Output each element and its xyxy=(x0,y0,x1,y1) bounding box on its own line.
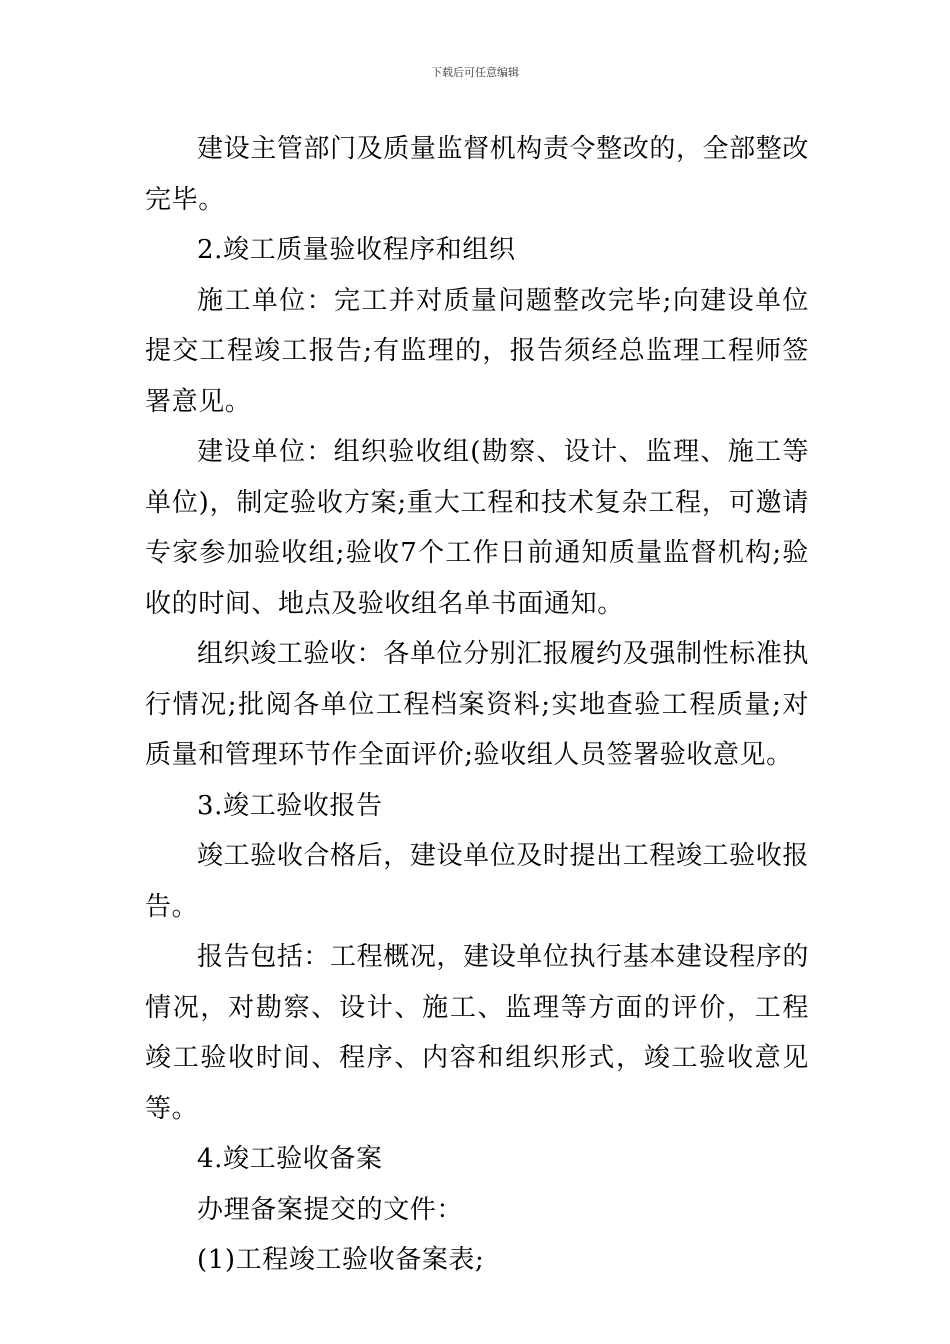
paragraph: 组织竣工验收：各单位分别汇报履约及强制性标准执行情况;批阅各单位工程档案资料;实地查验工程质量;对质量和管理环节作全面评价;验收组人员签署验收意见。 xyxy=(145,639,809,770)
paragraph: 施工单位：完工并对质量问题整改完毕;向建设单位提交工程竣工报告;有监理的，报告须经总监理工程师签署意见。 xyxy=(145,285,809,417)
list-item: (1)工程竣工验收备案表; xyxy=(197,1245,485,1275)
paragraph: 建设主管部门及质量监督机构责令整改的，全部整改完毕。 xyxy=(145,134,809,215)
document-body xyxy=(145,124,809,1286)
section-heading: 3.竣工验收报告 xyxy=(197,790,383,821)
page-header: 下载后可任意编辑 xyxy=(431,66,519,79)
paragraph: 竣工验收合格后，建设单位及时提出工程竣工验收报告。 xyxy=(145,841,809,922)
paragraph: 建设单位：组织验收组(勘察、设计、监理、施工等单位)，制定验收方案;重大工程和技术复杂工程，可邀请专家参加验收组;验收7个工作日前通知质量监督机构;验收的时间、地点及验收组名单书面通知。 xyxy=(145,437,809,619)
section-heading: 2.竣工质量验收程序和组织 xyxy=(197,235,516,265)
section-heading: 4.竣工验收备案 xyxy=(197,1144,383,1174)
paragraph: 报告包括：工程概况，建设单位执行基本建设程序的情况，对勘察、设计、施工、监理等方面的评价，工程竣工验收时间、程序、内容和组织形式，竣工验收意见等。 xyxy=(145,942,809,1124)
paragraph: 办理备案提交的文件： xyxy=(197,1194,464,1225)
